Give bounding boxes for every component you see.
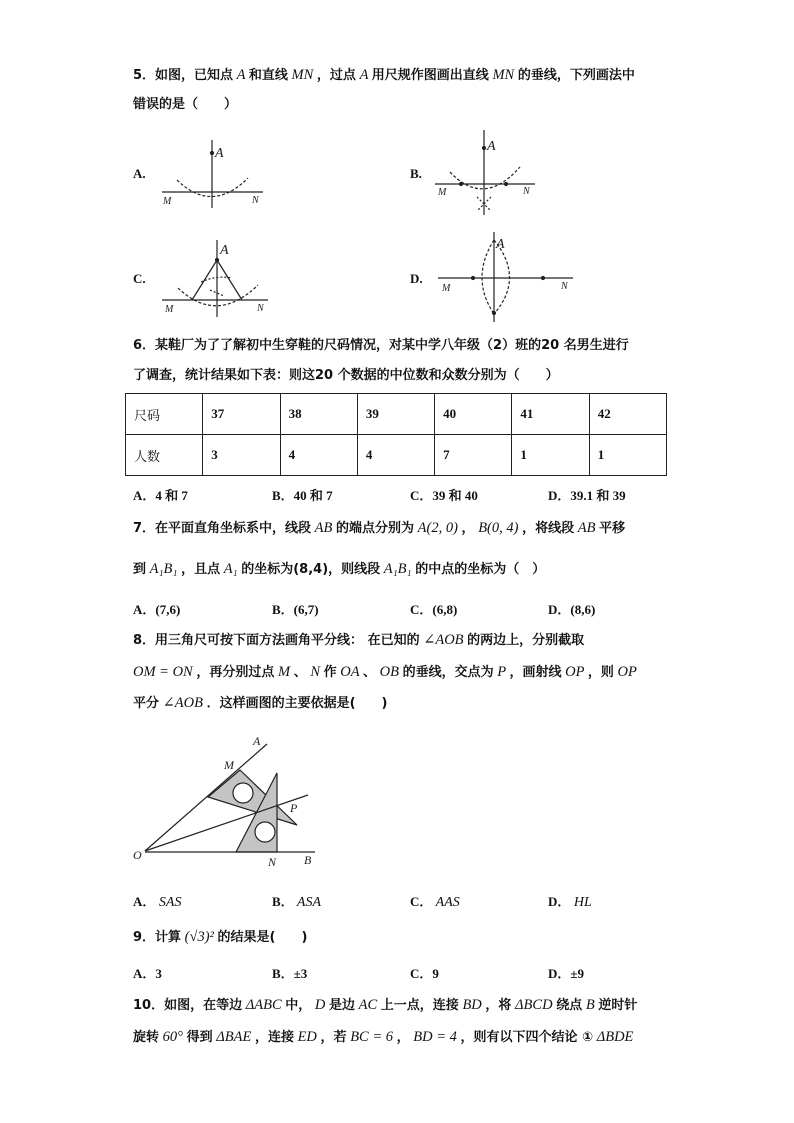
svg-text:A: A [215,146,224,161]
q6-option-d: D．39.1 和 39 [548,488,626,503]
text-segment: 到 [133,562,147,577]
q9-option-b: B．±3 [272,966,308,981]
text-segment: 8．用三角尺可按下面方法画角平分线： 在已知的 [133,633,420,648]
text-segment: 10．如图，在等边 [133,998,243,1013]
svg-text:A: A [253,734,261,748]
math-expression: ΔBDE [593,1029,634,1045]
text-segment: ．这样画图的主要依据是( ) [206,696,388,711]
math-expression: M [274,664,294,680]
math-expression: OP [561,664,588,680]
text-segment: 平移 [599,521,626,536]
q5-figure-d [438,232,573,322]
math-expression: A₁B₁ [146,561,182,577]
text-segment: ， [396,1030,410,1045]
text-segment: 上一点，连接 [380,998,459,1013]
q8-option-b [272,891,321,911]
shoe-size-table [125,393,667,476]
math-expression: B [582,997,599,1013]
q8-figure [133,734,315,869]
svg-text:O: O [133,848,142,862]
text-segment: 得到 [186,1030,213,1045]
math-expression: AAS [432,895,460,910]
math-expression: BD = 4 [409,1029,461,1045]
table-cell: 40 [435,394,512,435]
math-expression: SAS [155,895,182,910]
svg-text:N: N [252,195,259,206]
q8-option-c [410,891,460,911]
q5-option-a: A. [133,166,146,181]
q8-option-d [548,891,592,911]
text-segment: D． [548,894,571,909]
math-expression: AB [311,520,337,536]
math-expression: ED [293,1029,321,1045]
q6-option-c: C．39 和 40 [410,488,478,503]
q5-option-d: D. [410,271,423,286]
text-segment: 是边 [329,998,356,1013]
text-segment: 5．如图，已知点 [133,68,234,83]
q5-figure-a [162,140,263,208]
text-segment: ，且点 [181,562,221,577]
text-segment: 用尺规作图画出直线 [371,68,489,83]
q7-option-a: A．(7,6) [133,602,181,617]
svg-text:M: M [163,196,172,207]
table-cell: 4 [357,435,434,476]
svg-text:M: M [165,304,174,315]
math-expression: BD [458,997,486,1013]
text-segment: 、 [293,665,307,680]
table-cell: 3 [203,435,280,476]
math-expression: OB [376,664,403,680]
q8-option-a [133,891,181,911]
q7-option-d: D．(8,6) [548,602,596,617]
math-expression: B(0, 4) [474,520,523,536]
text-segment: 了调查，统计结果如下表：则这20 个数据的中位数和众数分别为（ ） [133,368,559,383]
text-segment: 的垂线，下列画法中 [517,68,635,83]
svg-text:N: N [257,303,264,314]
table-cell: 7 [435,435,512,476]
svg-text:N: N [268,855,277,869]
math-expression: AC [355,997,381,1013]
q6-option-a: A．4 和 7 [133,488,188,503]
text-segment: 错误的是（ ） [133,97,238,112]
svg-text:N: N [561,281,568,292]
set-square-hole-1 [233,783,253,803]
svg-text:A: A [496,237,505,252]
math-expression: OP [613,664,637,680]
table-cell: 39 [357,394,434,435]
q6-line-1 [133,337,629,355]
q10-line-2 [133,1028,633,1047]
text-segment: ，则有以下四个结论 ① [460,1030,594,1045]
text-segment: B． [272,894,294,909]
table-cell: 1 [512,435,589,476]
svg-text:B: B [304,853,312,867]
q9-option-d: D．±9 [548,966,585,981]
text-segment: 平分 [133,696,160,711]
text-segment: 9．计算 [133,930,182,945]
table-cell: 37 [203,394,280,435]
svg-text:N: N [523,186,530,197]
q5-figure-b [435,130,535,215]
q5-figure-c [162,240,268,317]
math-expression: (√3)² [181,929,218,945]
math-expression: N [306,664,324,680]
math-expression: ΔBAE [212,1029,255,1045]
math-expression: OM = ON [133,664,197,680]
q7-line-2 [133,560,545,579]
q8-line-2 [133,663,637,682]
q10-line-1 [133,996,637,1015]
svg-text:P: P [290,801,298,815]
q8-line-3 [133,694,388,713]
text-segment: 和直线 [248,68,288,83]
math-expression: 60° [159,1029,187,1045]
text-segment: 旋转 [133,1030,160,1045]
text-segment: 的坐标为(8,4)，则线段 [241,562,381,577]
text-segment: 逆时针 [598,998,638,1013]
text-segment: 的端点分别为 [336,521,415,536]
q9-line-1 [133,928,307,947]
table-cell: 4 [280,435,357,476]
q7-line-1 [133,519,625,538]
q5-option-c: C. [133,271,146,286]
text-segment: ， [461,521,475,536]
svg-text:M: M [442,283,451,294]
text-segment: 绕点 [556,998,583,1013]
text-segment: 的两边上，分别截取 [467,633,585,648]
math-expression: OA [336,664,363,680]
svg-text:A: A [487,139,496,154]
table-cell: 38 [280,394,357,435]
text-segment: ，将线段 [522,521,575,536]
math-expression: AB [574,520,600,536]
text-segment: 、 [363,665,377,680]
text-segment: C． [410,894,433,909]
text-segment: 中， [285,998,312,1013]
svg-text:A: A [220,243,229,258]
q6-option-b: B．40 和 7 [272,488,333,503]
q7-option-b: B．(6,7) [272,602,319,617]
math-expression: ASA [293,895,322,910]
math-expression: ∠AOB [419,632,468,648]
text-segment: 7．在平面直角坐标系中，线段 [133,521,312,536]
math-expression: ΔABC [242,997,286,1013]
table-row [126,394,667,435]
svg-text:M: M [438,187,447,198]
q5-option-b: B. [410,166,422,181]
text-segment: 6．某鞋厂为了了解初中生穿鞋的尺码情况，对某中学八年级（2）班的20 名男生进行 [133,338,629,353]
math-expression: ΔBCD [511,997,557,1013]
math-expression: MN [287,67,317,83]
q7-option-c: C．(6,8) [410,602,458,617]
text-segment: ，连接 [254,1030,294,1045]
text-segment: ，将 [485,998,512,1013]
text-segment: ，画射线 [509,665,562,680]
text-segment: ，过点 [316,68,356,83]
text-segment: 作 [323,665,337,680]
text-segment: ，再分别过点 [196,665,275,680]
math-expression: A [233,67,249,83]
math-expression: MN [488,67,518,83]
math-expression: A₁B₁ [380,561,416,577]
text-segment: 的垂线，交点为 [402,665,494,680]
math-expression: P [493,664,510,680]
math-expression: HL [570,895,592,910]
text-segment: 的中点的坐标为（ ） [415,562,546,577]
text-segment: 的结果是( ) [217,930,308,945]
table-header-cell: 尺码 [126,394,203,435]
math-expression: D [311,997,329,1013]
table-header-cell: 人数 [126,435,203,476]
set-square-hole-2 [255,822,275,842]
q6-line-2 [133,367,559,385]
math-expression: BC = 6 [346,1029,397,1045]
text-segment: ，则 [587,665,614,680]
math-expression: ∠AOB [159,695,207,711]
text-segment: A． [133,894,156,909]
q9-option-c: C．9 [410,966,439,981]
table-cell: 41 [512,394,589,435]
table-cell: 1 [589,435,666,476]
table-cell: 42 [589,394,666,435]
q8-line-1 [133,631,584,650]
q9-option-a: A．3 [133,966,162,981]
math-expression: A₁ [220,561,242,577]
svg-text:M: M [224,758,234,772]
text-segment: ，若 [320,1030,347,1045]
math-expression: A(2, 0) [414,520,462,536]
math-expression: A [355,67,372,83]
table-row [126,435,667,476]
